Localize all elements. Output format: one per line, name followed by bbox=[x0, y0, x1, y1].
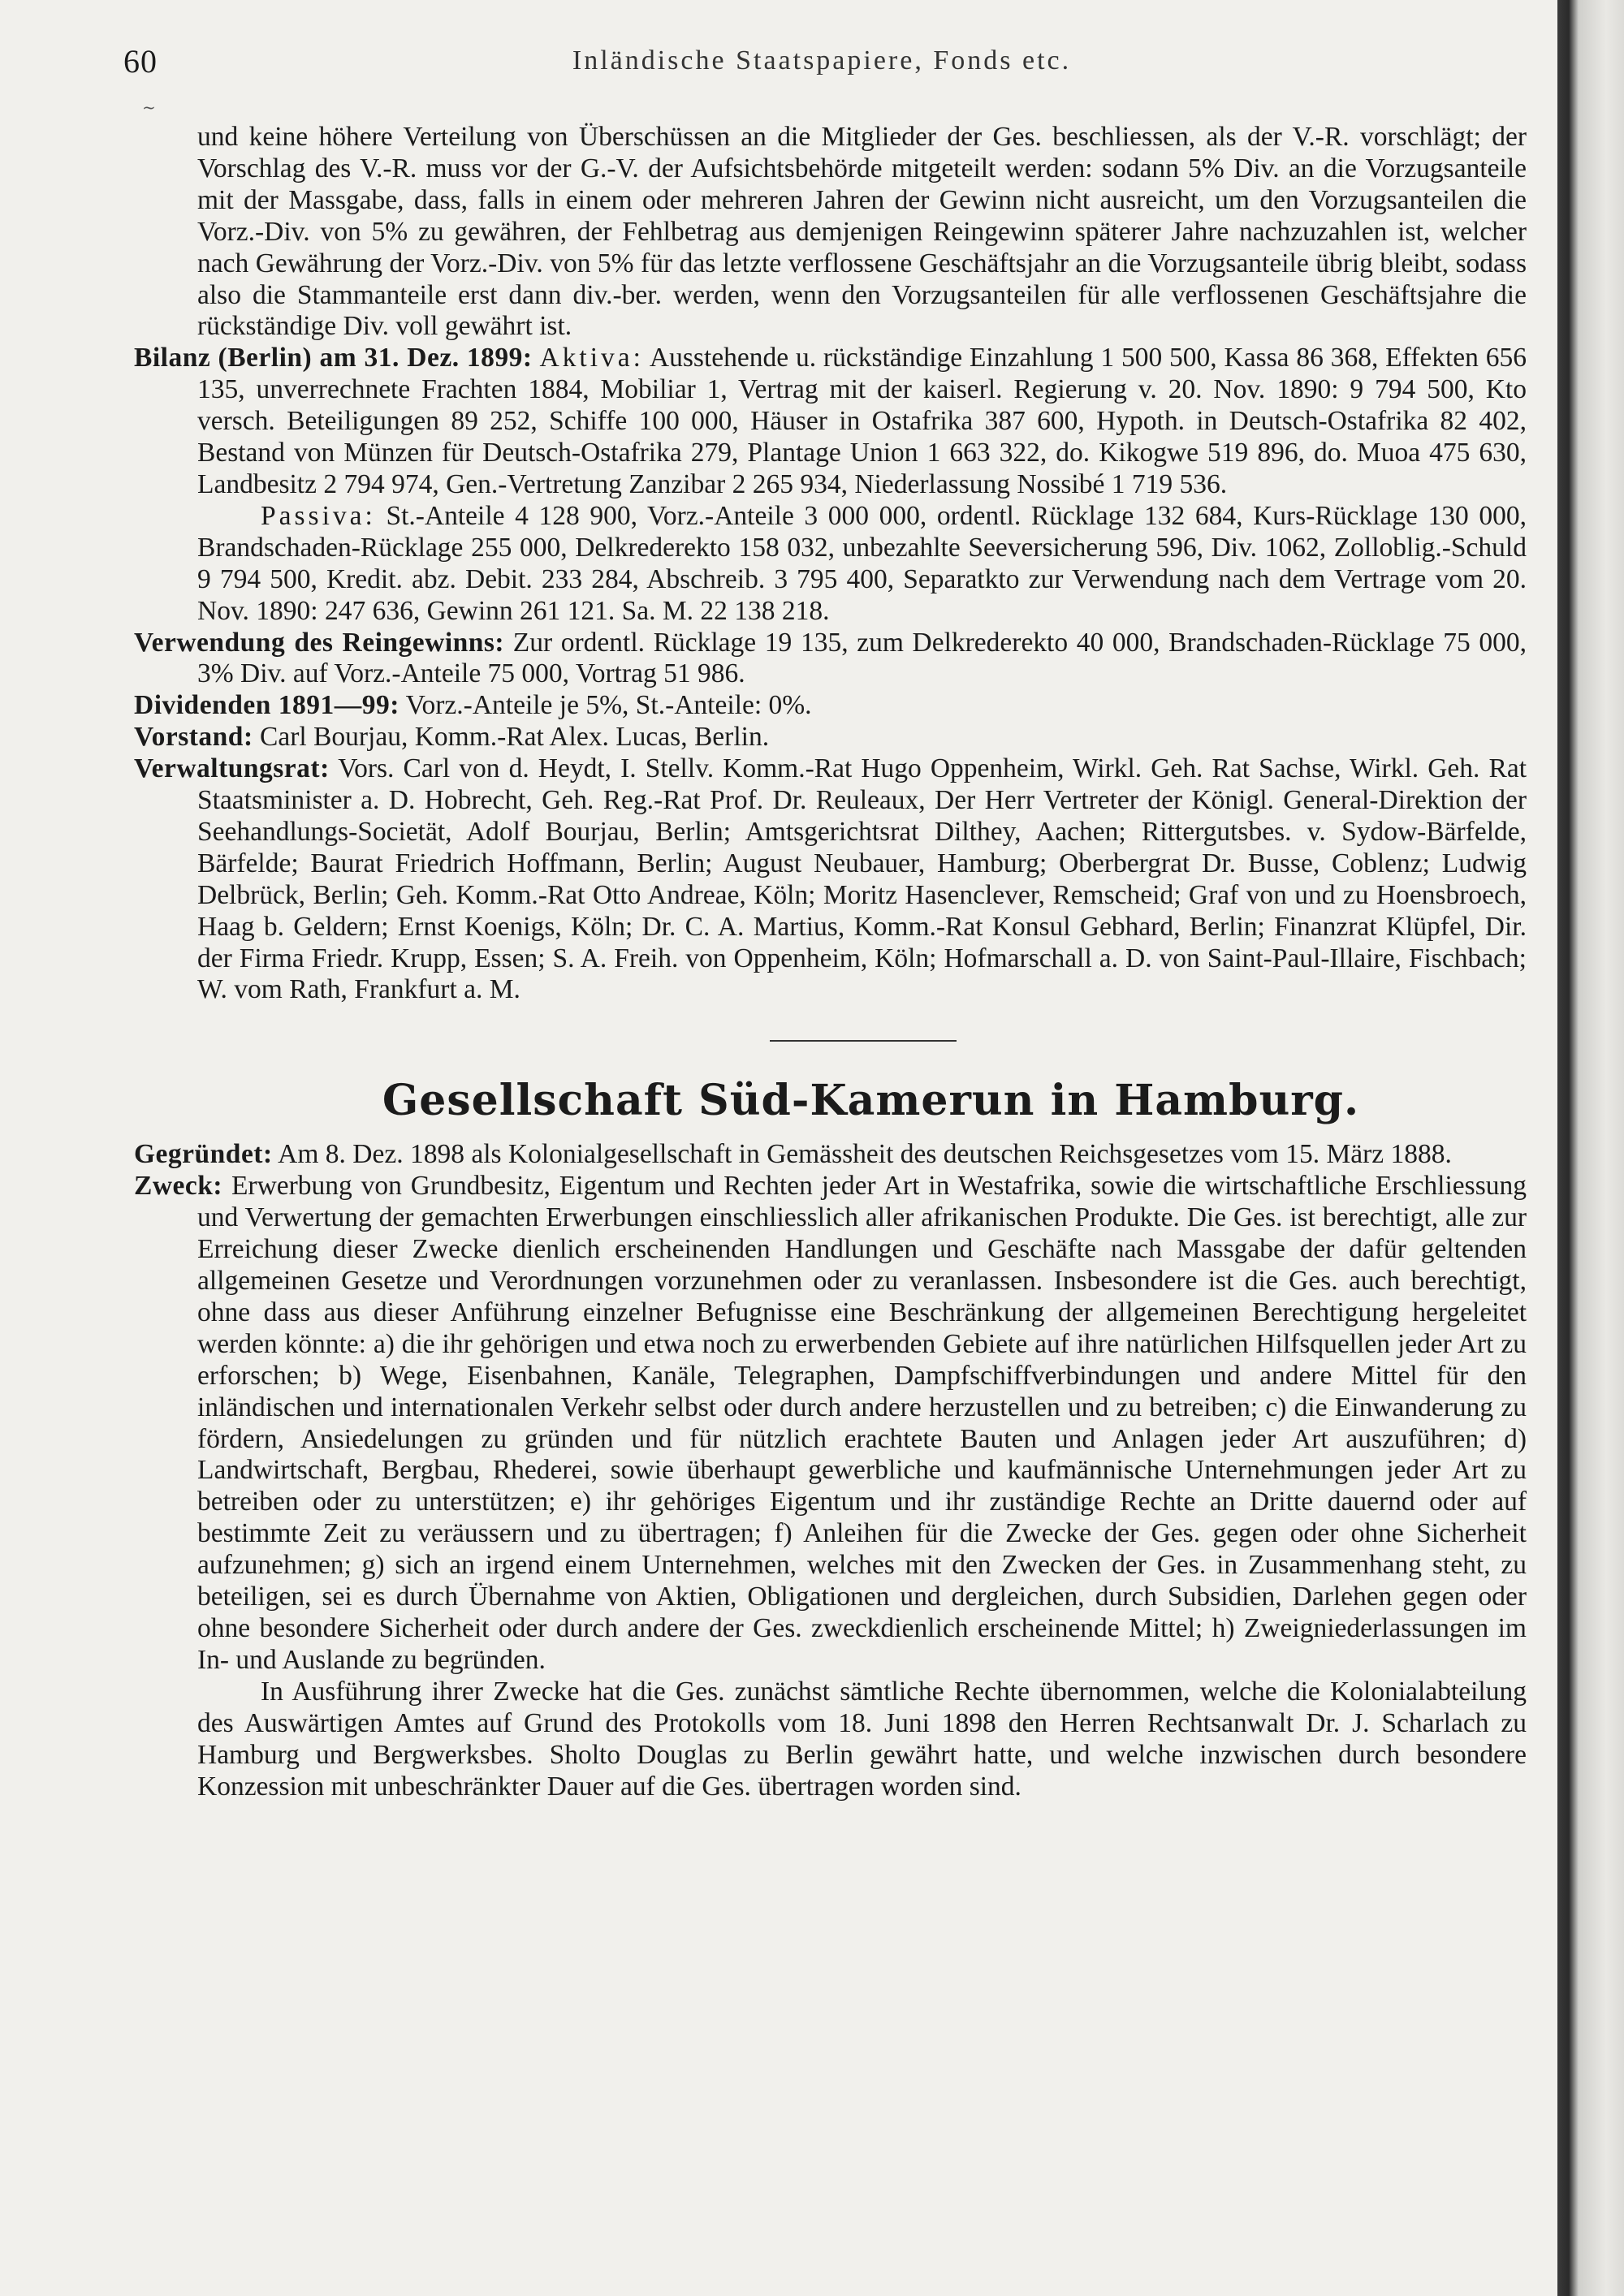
zweck-text: Erwerbung von Grundbesitz, Eigentum und Rechten jeder Art in Westafrika, sowie die wirtschaftliche Erschliessung und Verwertung der gemachten Erwerbungen einschliesslich aller afrikanischen Produkte. Die Ges. ist berechtigt, alle zur Erreichung dieser Zwecke dienlich erscheinenden Handlungen und Geschäfte nach Massgabe der dafür geltenden allgemeinen Gesetze und Verordnungen vorzunehmen oder zu veranlassen. Insbesondere ist die Ges. auch berechtigt, ohne dass aus dieser Anführung einzelner Befugnisse eine Beschränkung der allgemeinen Berechtigung hergeleitet werden könnte: a) die ihr gehörigen und etwa noch zu erwerbenden Gebiete auf ihre natürlichen Hilfsquellen jeder Art zu erforschen; b) Wege, Eisenbahnen, Kanäle, Telegraphen, Dampfschiffverbindungen und andere Mittel für den inländischen und internationalen Verkehr selbst oder durch andere herzustellen und zu betreiben; c) die Einwanderung zu fördern, Ansiedelungen zu gründen und für nützlich erachtete Bauten und Anlagen jeder Art auszuführen; d) Landwirtschaft, Bergbau, Rhederei, sowie überhaupt gewerbliche und kaufmännische Unternehmungen jeder Art zu betreiben oder zu unterstützen; e) ihr gehöriges Eigentum und ihr zuständige Rechte an Dritte dauernd oder auf bestimmte Zeit zu veräussern und zu übertragen; f) Anleihen für die Zwecke der Ges. gegen oder ohne Sicherheit aufzunehmen; g) sich an irgend einem Unternehmen, welches mit den Zwecken der Ges. in Zusammenhang steht, zu beteiligen, sei es durch Übernahme von Aktien, Obligationen und dergleichen, durch Subsidien, Darlehen gegen oder ohne besondere Sicherheit oder durch andere der Ges. zweckdienlich erscheinende Mittel; h) Zweigniederlassungen im In- und Auslande zu begründen. bbox=[197, 1171, 1527, 1675]
gegruendet-label: Gegründet: bbox=[134, 1139, 273, 1170]
page-header bbox=[123, 42, 1520, 91]
dividenden-label: Dividenden 1891—99: bbox=[134, 690, 400, 721]
zweck-continuation-text: In Ausführung ihrer Zwecke hat die Ges. zunächst sämtliche Rechte übernommen, welche die Kolonialabteilung des Auswärtigen Amtes auf Grund des Protokolls vom 18. Juni 1898 den Herren Rechtsanwalt Dr. J. Scharlach zu Hamburg und Bergwerksbes. Sholto Douglas zu Berlin gewährt hatte, und welche inzwischen durch besondere Konzession mit unbeschränkter Dauer auf die Ges. übertragen worden sind. bbox=[197, 1676, 1527, 1802]
running-head: Inländische Staatspapiere, Fonds etc. bbox=[572, 45, 1072, 76]
vorstand-label: Vorstand: bbox=[134, 722, 253, 753]
zweck-label: Zweck: bbox=[134, 1171, 223, 1202]
intro-paragraph bbox=[134, 122, 1527, 343]
passiva-entry bbox=[134, 501, 1527, 628]
verwaltungsrat-entry bbox=[134, 753, 1527, 1006]
company-title: Gesellschaft Süd-Kamerun in Hamburg. bbox=[382, 1076, 1360, 1126]
intro-text: und keine höhere Verteilung von Überschüssen an die Mitglieder der Ges. beschliessen, als der V.-R. vorschlägt; der Vorschlag des V.-R. muss vor der G.-V. der Aufsichtsbehörde mitgeteilt werden: sodann 5% Div. an die Vorzugsanteile mit der Massgabe, dass, falls in einem oder mehreren Jahren der Gewinn nicht ausreicht, um den Vorzugsanteilen die Vorz.-Div. von 5% zu gewähren, der Fehlbetrag aus demjenigen Reingewinn späterer Jahre nachzuzahlen ist, welcher nach Gewährung der Vorz.-Div. von 5% für das letzte verflossene Geschäftsjahr an die Vorzugsanteile übrig bleibt, sodass also die Stammanteile erst dann div.-ber. werden, wenn den Vorzugsanteilen für alle verflossenen Geschäftsjahre die rückständige Div. voll gewährt ist. bbox=[197, 122, 1527, 342]
ink-mark: ~ bbox=[142, 97, 156, 117]
verwendung-entry bbox=[134, 628, 1527, 691]
aktiva-label: Aktiva: bbox=[539, 343, 644, 373]
dividenden-text: Vorz.-Anteile je 5%, St.-Anteile: 0%. bbox=[405, 690, 812, 721]
gegruendet-entry bbox=[134, 1139, 1527, 1171]
verwaltungsrat-text: Vors. Carl von d. Heydt, I. Stellv. Komm.-Rat Hugo Oppenheim, Wirkl. Geh. Rat Sachse, Wirkl. Geh. Rat Staatsminister a. D. Hobrecht, Geh. Reg.-Rat Prof. Dr. Reuleaux, Der Herr Vertreter der Königl. General-Direktion der Seehandlungs-Societät, Adolf Bourjau, Berlin; Amtsgerichtsrat Dilthey, Aachen; Rittergutsbes. v. Sydow-Bärfelde, Bärfelde; Baurat Friedrich Hoffmann, Berlin; August Neubauer, Hamburg; Oberbergrat Dr. Busse, Coblenz; Ludwig Delbrück, Berlin; Geh. Komm.-Rat Otto Andreae, Köln; Moritz Hasenclever, Remscheid; Graf von und zu Hoensbroech, Haag b. Geldern; Ernst Koenigs, Köln; Dr. C. A. Martius, Komm.-Rat Konsul Gebhard, Berlin; Finanzrat Klüpfel, Dir. der Firma Friedr. Krupp, Essen; S. A. Freih. von Oppenheim, Köln; Hofmarschall a. D. von Saint-Paul-Illaire, Fischbach; W. vom Rath, Frankfurt a. M. bbox=[197, 753, 1527, 1005]
page-binding-edge bbox=[1557, 0, 1624, 2296]
vorstand-text: Carl Bourjau, Komm.-Rat Alex. Lucas, Berlin. bbox=[259, 722, 770, 753]
aktiva-text: Ausstehende u. rückständige Einzahlung 1 500 500, Kassa 86 368, Effekten 656 135, unverrechnete Frachten 1884, Mobiliar 1, Vertrag mit der kaiserl. Regierung v. 20. Nov. 1890: 9 794 500, Kto versch. Beteiligungen 89 252, Schiffe 100 000, Häuser in Ostafrika 387 600, Hypoth. in Deutsch-Ostafrika 82 402, Bestand von Münzen für Deutsch-Ostafrika 279, Plantage Union 1 663 322, do. Kikogwe 519 896, do. Muoa 475 630, Landbesitz 2 794 974, Gen.-Vertretung Zanzibar 2 265 934, Niederlassung Nossibé 1 719 536. bbox=[197, 343, 1527, 499]
vorstand-entry bbox=[134, 722, 1527, 753]
page-body bbox=[134, 122, 1527, 1802]
verwendung-label: Verwendung des Reingewinns: bbox=[134, 627, 505, 658]
zweck-entry bbox=[134, 1171, 1527, 1677]
dividenden-entry bbox=[134, 690, 1527, 722]
passiva-text: St.-Anteile 4 128 900, Vorz.-Anteile 3 000 000, ordentl. Rücklage 132 684, Kurs-Rücklage 130 000, Brandschaden-Rücklage 255 000, Delkrederekto 158 032, unbezahlte Seeversicherung 596, Div. 1062, Zolloblig.-Schuld 9 794 500, Kredit. abz. Debit. 233 284, Abschreib. 3 795 400, Separatkto zur Verwendung nach dem Vertrage vom 20. Nov. 1890: 247 636, Gewinn 261 121. Sa. M. 22 138 218. bbox=[197, 500, 1527, 626]
verwendung-text: Zur ordentl. Rücklage 19 135, zum Delkrederekto 40 000, Brandschaden-Rücklage 75 000, 3% Div. auf Vorz.-Anteile 75 000, Vortrag 51 986. bbox=[197, 627, 1527, 689]
bilanz-label: Bilanz (Berlin) am 31. Dez. 1899: bbox=[134, 343, 533, 373]
page-number: 60 bbox=[123, 43, 158, 80]
bilanz-entry bbox=[134, 343, 1527, 501]
verwaltungsrat-label: Verwaltungsrat: bbox=[134, 753, 330, 784]
zweck-continuation bbox=[134, 1677, 1527, 1803]
gegruendet-text: Am 8. Dez. 1898 als Kolonialgesellschaft in Gemässheit des deutschen Reichsgesetzes vom 15. März 1888. bbox=[278, 1139, 1452, 1170]
section-divider bbox=[770, 1040, 957, 1042]
passiva-label: Passiva: bbox=[261, 500, 376, 531]
